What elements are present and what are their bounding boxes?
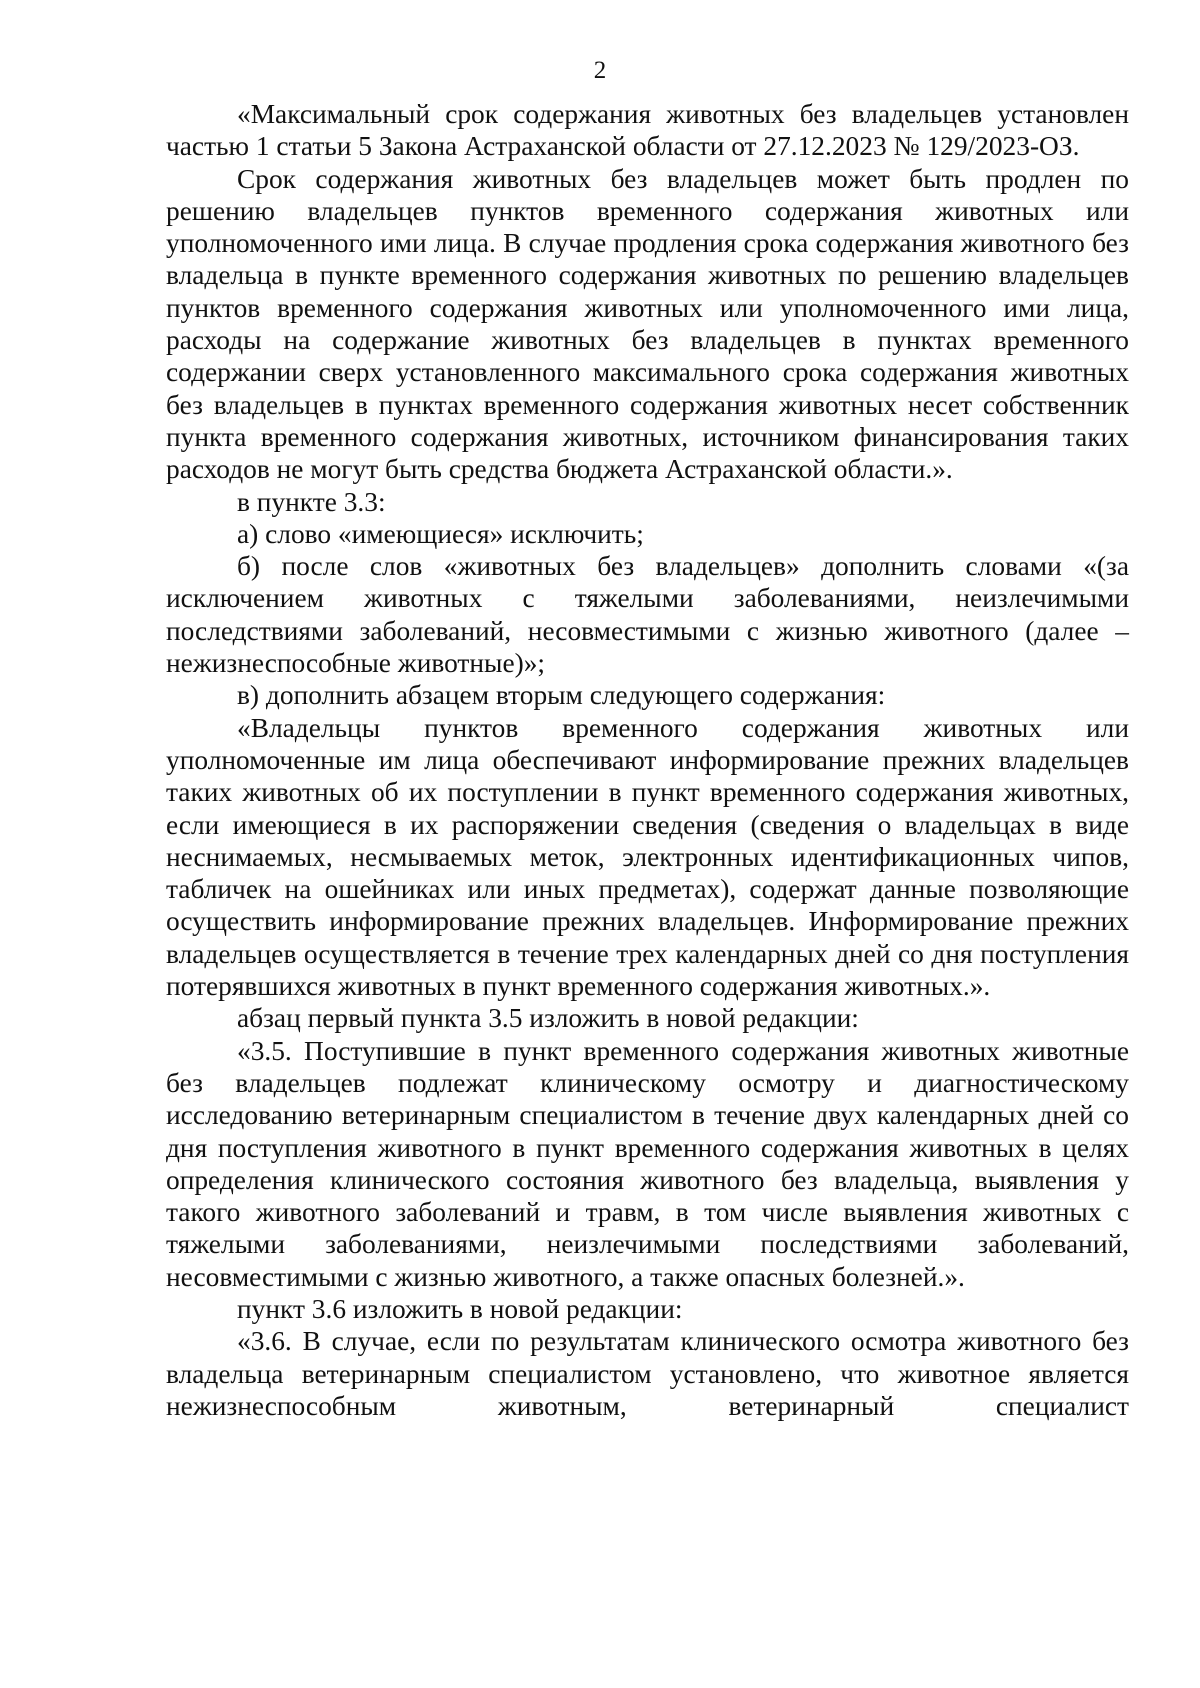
paragraph-max-term: «Максимальный срок содержания животных без владельцев установлен частью 1 статьи 5 Закона Астраханской области от 27.12.2023 № 129/2023-ОЗ. (166, 99, 1129, 162)
paragraph-term-extension: Срок содержания животных без владельцев может быть продлен по решению владельцев пунктов временного содержания животных или уполномоченного ими лица. В случае продления срока содержания животного без владельца в пункте временного содержания животных по решению владельцев пунктов временного содержания животных или уполномоченного ими лица, расходы на содержание животных без владельцев в пунктах временного содержании сверх установленного максимального срока содержания животных без владельцев в пунктах временного содержания животных несет собственник пункта временного содержания животных, источником финансирования таких расходов не могут быть средства бюджета Астраханской области.». (166, 163, 1129, 485)
page-number: 2 (593, 57, 607, 84)
paragraph-point-3-6-text: «3.6. В случае, если по результатам клинического осмотра животного без владельца ветеринарным специалистом установлено, что животное является нежизнеспособным животным, ветеринарный специалист (166, 1326, 1129, 1421)
document-body (166, 98, 1129, 1422)
paragraph-point-3-3-intro: в пункте 3.3: (237, 486, 386, 517)
paragraph-point-3-5-text: «3.5. Поступившие в пункт временного содержания животных животные без владельцев подлежат клиническому осмотру и диагностическому исследованию ветеринарным специалистом в течение двух календарных дней со дня поступления животного в пункт временного содержания животных в целях определения клинического состояния животного без владельца, выявления у такого животного заболеваний и травм, в том числе выявления животных с тяжелыми заболеваниями, неизлечимыми последствиями заболеваний, несовместимыми с жизнью животного, а также опасных болезней.». (166, 1035, 1129, 1292)
paragraph-subpoint-a: а) слово «имеющиеся» исключить; (237, 518, 644, 549)
paragraph-point-3-5-intro: абзац первый пункта 3.5 изложить в новой редакции: (237, 1003, 859, 1034)
paragraph-point-3-6-intro: пункт 3.6 изложить в новой редакции: (237, 1293, 683, 1324)
paragraph-owners-informing: «Владельцы пунктов временного содержания животных или уполномоченные им лица обеспечивают информирование прежних владельцев таких животных об их поступлении в пункт временного содержания животных, если имеющиеся в их распоряжении сведения (сведения о владельцах в виде неснимаемых, несмываемых меток, электронных идентификационных чипов, табличек на ошейниках или иных предметах), содержат данные позволяющие осуществить информирование прежних владельцев. Информирование прежних владельцев осуществляется в течение трех календарных дней со дня поступления потерявшихся животных в пункт временного содержания животных.». (166, 712, 1129, 1002)
paragraph-subpoint-c: в) дополнить абзацем вторым следующего содержания: (237, 680, 886, 711)
paragraph-subpoint-b: б) после слов «животных без владельцев» дополнить словами «(за исключением животных с тяжелыми заболеваниями, неизлечимыми последствиями заболеваний, несовместимыми с жизнью животного (далее – нежизнеспособные животные)»; (166, 551, 1129, 679)
